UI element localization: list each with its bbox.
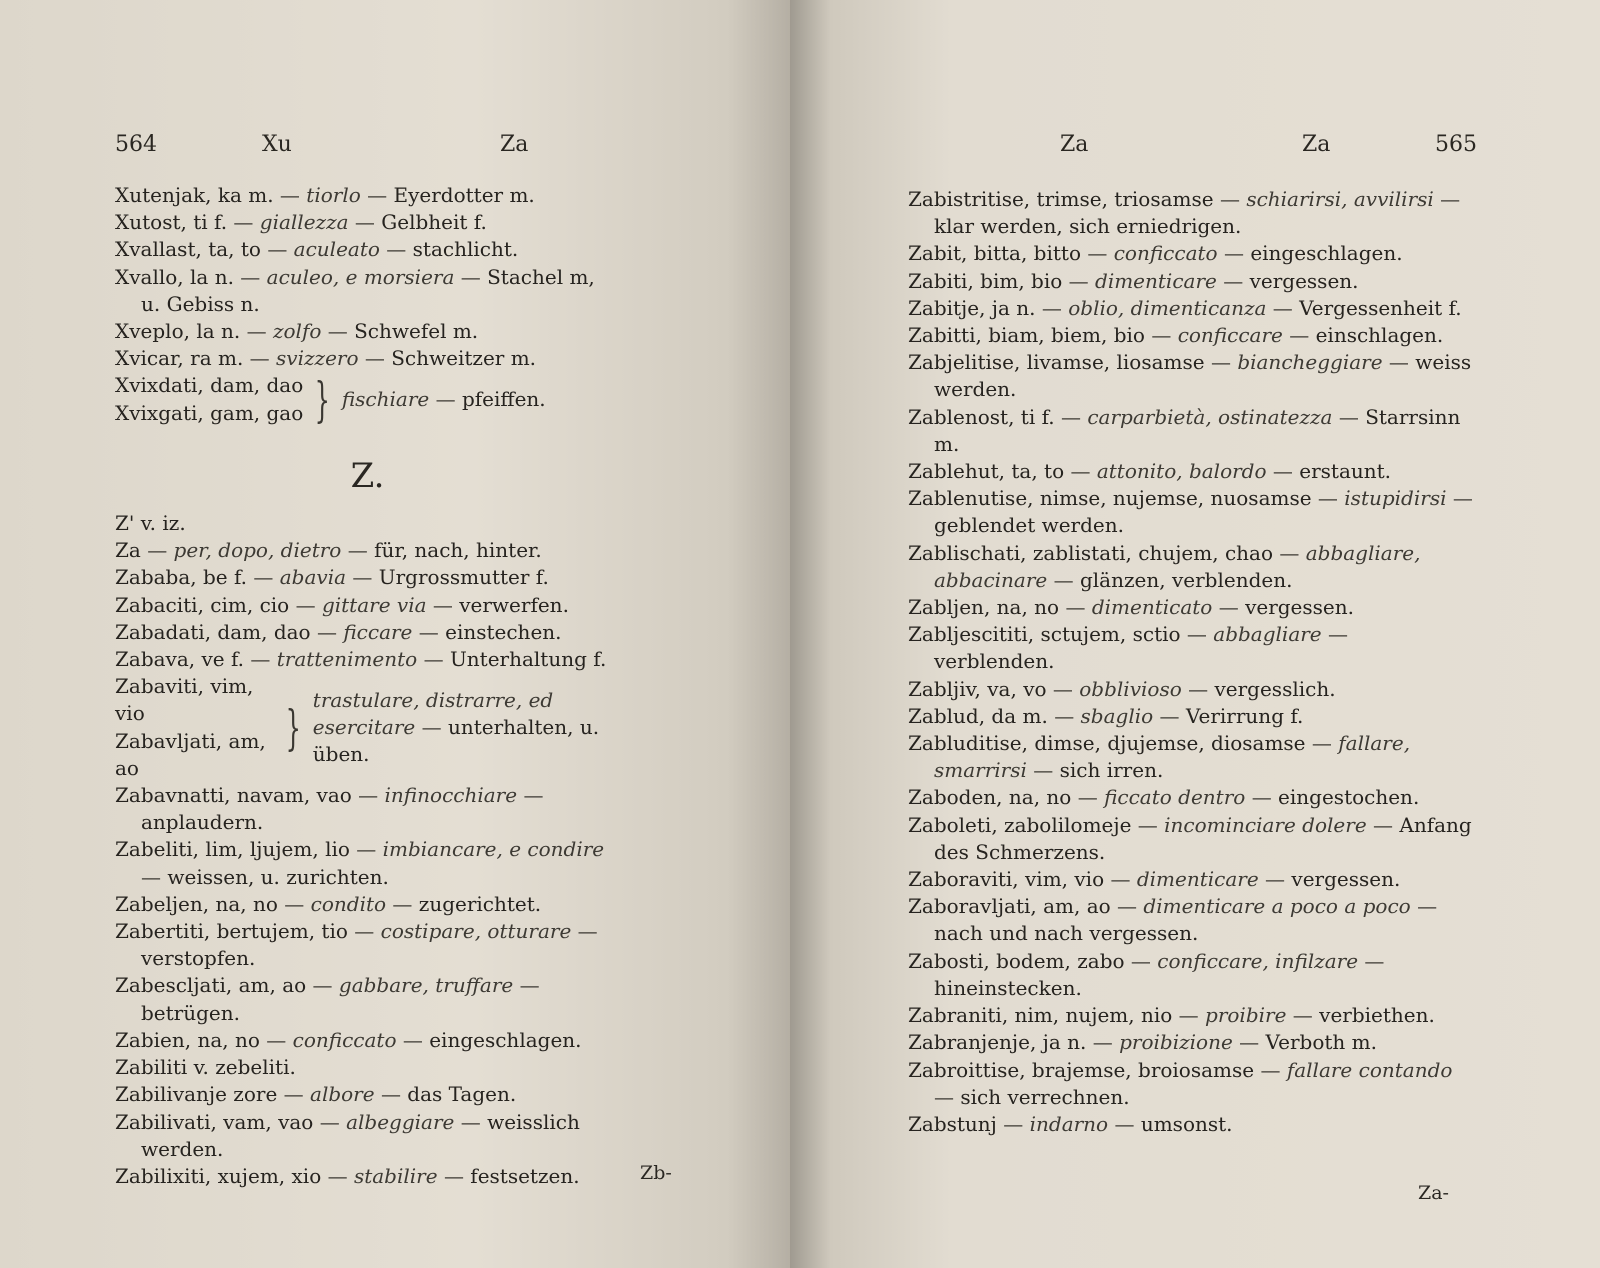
german-gloss: anplaudern. bbox=[141, 810, 264, 835]
german-gloss: unterhalten, u. üben. bbox=[312, 715, 600, 767]
dash: — bbox=[1388, 350, 1409, 375]
dictionary-entry bbox=[115, 592, 620, 619]
german-gloss: eingeschlagen. bbox=[429, 1027, 582, 1052]
german-gloss: einstechen. bbox=[445, 619, 562, 644]
entry-head: Zabava, ve f. bbox=[115, 647, 245, 672]
entry-head: Zabit, bitta, bitto bbox=[908, 241, 1081, 266]
dash: — bbox=[253, 565, 274, 590]
dictionary-entry bbox=[115, 646, 620, 673]
german-gloss: nach und nach vergessen. bbox=[934, 921, 1199, 946]
dictionary-entry bbox=[908, 458, 1473, 485]
dash: — bbox=[141, 864, 161, 889]
italian-gloss: condito bbox=[310, 891, 387, 916]
italian-gloss: obblivioso bbox=[1079, 676, 1182, 701]
german-gloss: Unterhaltung f. bbox=[449, 647, 607, 672]
italian-gloss: dimenticare bbox=[1136, 867, 1259, 892]
dash: — bbox=[1292, 1003, 1313, 1028]
entry-head: Zabluditise, dimse, djujemse, diosamse bbox=[908, 731, 1306, 756]
dictionary-entry bbox=[908, 404, 1473, 458]
german-gloss: umsonst. bbox=[1140, 1111, 1233, 1136]
german-gloss: hineinstecken. bbox=[934, 975, 1082, 1000]
entry-head: Zabaviti, vim, vio bbox=[115, 674, 254, 726]
dictionary-entry bbox=[115, 510, 620, 537]
dash: — bbox=[934, 1084, 954, 1109]
dash: — bbox=[1052, 676, 1073, 701]
dash: — bbox=[1117, 894, 1138, 919]
entry-head: Zabljescititi, sctujem, sctio bbox=[908, 622, 1181, 647]
dictionary-entry bbox=[115, 891, 620, 918]
dash: — bbox=[1452, 486, 1473, 511]
entry-head: Zabescljati, am, ao bbox=[115, 973, 307, 998]
dash: — bbox=[1272, 459, 1293, 484]
italian-gloss: zolfo bbox=[272, 319, 322, 344]
german-gloss: Vergessenheit f. bbox=[1299, 295, 1462, 320]
dictionary-entry bbox=[908, 948, 1473, 1002]
italian-gloss: attonito, balordo bbox=[1096, 459, 1267, 484]
german-gloss: Anfang des Schmerzens. bbox=[934, 812, 1472, 864]
dash: — bbox=[1260, 1057, 1281, 1082]
german-gloss: glänzen, verblenden. bbox=[1079, 567, 1293, 592]
entry-head: Zabilixiti, xujem, xio bbox=[115, 1163, 322, 1188]
dash: — bbox=[327, 1163, 348, 1188]
dash: — bbox=[1092, 1030, 1113, 1055]
dictionary-entry bbox=[115, 236, 620, 263]
dictionary-entry bbox=[908, 349, 1473, 403]
entry-head: Zabitje, ja n. bbox=[908, 295, 1036, 320]
italian-gloss: fallare contando bbox=[1286, 1057, 1453, 1082]
dash: — bbox=[249, 346, 270, 371]
italian-gloss: istupidirsi bbox=[1344, 486, 1447, 511]
dash: — bbox=[283, 1082, 304, 1107]
german-gloss: stachlicht. bbox=[412, 237, 519, 262]
dash: — bbox=[1328, 622, 1348, 647]
right-page bbox=[790, 0, 1600, 1268]
entry-head: Zabiliti v. zebeliti. bbox=[115, 1055, 296, 1080]
dash: — bbox=[246, 319, 267, 344]
dash: — bbox=[443, 1163, 464, 1188]
german-gloss: klar werden, sich erniedrigen. bbox=[934, 214, 1242, 239]
dictionary-entry bbox=[115, 1027, 620, 1054]
italian-gloss: conficcato bbox=[292, 1027, 397, 1052]
dictionary-entry bbox=[115, 318, 620, 345]
dash: — bbox=[1417, 894, 1438, 919]
german-gloss: weissen, u. zurichten. bbox=[167, 864, 389, 889]
dash: — bbox=[1053, 567, 1074, 592]
dash: — bbox=[1239, 1030, 1260, 1055]
dash: — bbox=[233, 210, 254, 235]
dictionary-entry bbox=[908, 186, 1473, 240]
left-entries bbox=[115, 182, 620, 1190]
dictionary-entry bbox=[115, 264, 620, 318]
italian-gloss: dimenticare a poco a poco bbox=[1143, 894, 1411, 919]
german-gloss: vergessen. bbox=[1245, 595, 1354, 620]
german-gloss: verbiethen. bbox=[1319, 1003, 1435, 1028]
dash: — bbox=[352, 565, 373, 590]
dash: — bbox=[295, 592, 316, 617]
dash: — bbox=[367, 183, 388, 207]
dictionary-entry bbox=[115, 564, 620, 591]
running-head-left: Za bbox=[1060, 132, 1089, 157]
italian-gloss: conficcare bbox=[1177, 323, 1283, 348]
dash: — bbox=[279, 183, 300, 207]
entry-head: Zabilivati, vam, vao bbox=[115, 1109, 314, 1134]
dictionary-entry bbox=[115, 1163, 620, 1190]
german-gloss: einschlagen. bbox=[1315, 323, 1444, 348]
dash: — bbox=[386, 237, 407, 262]
italian-gloss: dimenticare bbox=[1095, 268, 1217, 293]
dash: — bbox=[250, 647, 271, 672]
dictionary-entry bbox=[115, 836, 620, 890]
entry-head: Zabaciti, cim, cio bbox=[115, 592, 290, 617]
dash: — bbox=[240, 264, 261, 289]
dash: — bbox=[1440, 187, 1461, 211]
german-gloss: Gelbheit f. bbox=[381, 210, 487, 235]
dash: — bbox=[577, 919, 598, 944]
dictionary-entry bbox=[908, 295, 1473, 322]
entry-head: Zaboden, na, no bbox=[908, 785, 1072, 810]
dictionary-entry bbox=[115, 1054, 620, 1081]
dash: — bbox=[380, 1082, 401, 1107]
dash: — bbox=[1279, 540, 1300, 565]
dash: — bbox=[1137, 812, 1158, 837]
german-gloss: Verirrung f. bbox=[1185, 703, 1304, 728]
entry-head: Zablehut, ta, to bbox=[908, 459, 1065, 484]
entry-head: Zabiti, bim, bio bbox=[908, 268, 1063, 293]
dash: — bbox=[347, 538, 368, 563]
dictionary-entry bbox=[908, 1029, 1473, 1056]
dash: — bbox=[1289, 323, 1310, 348]
italian-gloss: incominciare dolere bbox=[1164, 812, 1367, 837]
dash: — bbox=[1110, 867, 1131, 892]
italian-gloss: trattenimento bbox=[276, 647, 418, 672]
german-gloss: Schweitzer m. bbox=[391, 346, 537, 371]
entry-head: Zabien, na, no bbox=[115, 1027, 260, 1052]
entry-head: Xutenjak, ka m. bbox=[115, 183, 274, 207]
german-gloss: verwerfen. bbox=[459, 592, 569, 617]
italian-gloss: fallare, smarrirsi bbox=[934, 731, 1411, 783]
dash: — bbox=[1003, 1111, 1024, 1136]
dictionary-entry bbox=[908, 594, 1473, 621]
german-gloss: weiss werden. bbox=[934, 350, 1472, 402]
german-gloss: das Tagen. bbox=[407, 1082, 517, 1107]
dictionary-entry bbox=[115, 918, 620, 972]
entry-head: Zablischati, zablistati, chujem, chao bbox=[908, 540, 1273, 565]
dash: — bbox=[1061, 404, 1081, 429]
dictionary-entry bbox=[115, 345, 620, 372]
italian-gloss: esercitare bbox=[312, 715, 416, 740]
german-gloss: geblendet werden. bbox=[934, 513, 1124, 538]
dash: — bbox=[402, 1027, 423, 1052]
german-gloss: eingeschlagen. bbox=[1250, 241, 1403, 266]
italian-gloss: dimenticato bbox=[1091, 595, 1213, 620]
entry-head: Zabjelitise, livamse, liosamse bbox=[908, 350, 1205, 375]
german-gloss: Starrsinn m. bbox=[934, 404, 1461, 456]
dash: — bbox=[1178, 1003, 1199, 1028]
italian-gloss: albore bbox=[310, 1082, 375, 1107]
italian-gloss: abavia bbox=[279, 565, 347, 590]
dash: — bbox=[312, 973, 333, 998]
entry-head: Zaboravljati, am, ao bbox=[908, 894, 1111, 919]
entry-head: Zabavnatti, navam, vao bbox=[115, 783, 352, 808]
running-head-left: Xu bbox=[262, 132, 292, 157]
dictionary-entry bbox=[115, 619, 620, 646]
dash: — bbox=[519, 973, 540, 998]
italian-gloss: biancheggiare bbox=[1237, 350, 1383, 375]
dash: — bbox=[1219, 187, 1240, 211]
entry-head: Zabeliti, lim, ljujem, lio bbox=[115, 837, 350, 862]
dictionary-entry bbox=[908, 676, 1473, 703]
dictionary-entry bbox=[908, 1057, 1473, 1111]
dash: — bbox=[432, 592, 453, 617]
entry-head: Xvicar, ra m. bbox=[115, 346, 244, 371]
entry-head: Zabeljen, na, no bbox=[115, 891, 278, 916]
dash: — bbox=[1070, 459, 1091, 484]
dash: — bbox=[1188, 676, 1209, 701]
german-gloss: eingestochen. bbox=[1278, 785, 1420, 810]
german-gloss: verblenden. bbox=[934, 649, 1055, 674]
dictionary-entry bbox=[908, 240, 1473, 267]
page-number-right: 565 bbox=[1435, 132, 1477, 157]
dictionary-entry bbox=[908, 866, 1473, 893]
german-gloss: weisslich werden. bbox=[141, 1109, 580, 1161]
italian-gloss: carparbietà, ostinatezza bbox=[1087, 404, 1333, 429]
italian-gloss: conficcare, infilzare bbox=[1157, 948, 1359, 973]
pair-entry: Xvixdati, dam, dao Xvixgati, gam, gao } fischiare — pfeiffen. bbox=[115, 371, 546, 428]
italian-gloss: svizzero bbox=[276, 346, 359, 371]
dash: — bbox=[1218, 595, 1239, 620]
entry-head: Zabavljati, am, ao bbox=[115, 728, 266, 780]
dash: — bbox=[1130, 948, 1151, 973]
german-gloss: Stachel m, u. Gebiss n. bbox=[141, 264, 595, 316]
dictionary-entry bbox=[908, 322, 1473, 349]
german-gloss: vergessen. bbox=[1249, 268, 1359, 293]
dictionary-entry bbox=[908, 703, 1473, 730]
dash: — bbox=[1317, 486, 1338, 511]
entry-head: Xvixgati, gam, gao bbox=[115, 400, 304, 425]
dash: — bbox=[392, 891, 413, 916]
german-gloss: für, nach, hinter. bbox=[374, 538, 542, 563]
dash: — bbox=[1077, 785, 1098, 810]
entry-head: Zabilivanje zore bbox=[115, 1082, 278, 1107]
italian-gloss: ficcato dentro bbox=[1104, 785, 1246, 810]
dash: — bbox=[1033, 758, 1054, 783]
dash: — bbox=[523, 783, 544, 808]
dictionary-entry bbox=[908, 893, 1473, 947]
dash: — bbox=[354, 919, 375, 944]
entry-head: Xveplo, la n. bbox=[115, 319, 241, 344]
italian-gloss: gittare via bbox=[321, 592, 427, 617]
right-entries bbox=[908, 186, 1473, 1138]
dash: — bbox=[1364, 948, 1385, 973]
catchword: Za- bbox=[1418, 1182, 1449, 1204]
entry-head: Xutost, ti f. bbox=[115, 210, 228, 235]
entry-head: Zababa, be f. bbox=[115, 565, 248, 590]
italian-gloss: indarno bbox=[1029, 1111, 1109, 1136]
page-number-left: 564 bbox=[115, 132, 157, 157]
italian-gloss: giallezza bbox=[259, 210, 349, 235]
entry-head: Zabroittise, brajemse, broiosamse bbox=[908, 1057, 1255, 1082]
dictionary-entry bbox=[115, 209, 620, 236]
german-gloss: Eyerdotter m. bbox=[393, 183, 535, 207]
dash: — bbox=[284, 891, 305, 916]
dash: — bbox=[460, 264, 481, 289]
dash: — bbox=[1041, 295, 1062, 320]
italian-gloss: infinocchiare bbox=[384, 783, 518, 808]
entry-head: Zabertiti, bertujem, tio bbox=[115, 919, 348, 944]
dash: — bbox=[1223, 241, 1244, 266]
italian-gloss: abbagliare, abbacinare bbox=[934, 540, 1421, 592]
dash: — bbox=[1151, 323, 1172, 348]
dash: — bbox=[1272, 295, 1293, 320]
dictionary-entry bbox=[115, 782, 620, 836]
entry-head: Zaboleti, zabolilomeje bbox=[908, 812, 1132, 837]
german-gloss: vergesslich. bbox=[1214, 676, 1336, 701]
dash: — bbox=[1159, 703, 1180, 728]
dash: — bbox=[1114, 1111, 1135, 1136]
dash: — bbox=[327, 319, 348, 344]
dictionary-entry bbox=[908, 730, 1473, 784]
brace-icon: } bbox=[314, 371, 331, 428]
dash: — bbox=[1373, 812, 1394, 837]
dash: — bbox=[1065, 595, 1086, 620]
dictionary-entry bbox=[115, 182, 620, 209]
dash: — bbox=[358, 783, 379, 808]
dash: — bbox=[147, 538, 168, 563]
italian-gloss: schiarirsi, avvilirsi bbox=[1246, 187, 1434, 211]
entry-head: Zabistritise, trimse, triosamse bbox=[908, 187, 1214, 211]
dash: — bbox=[319, 1109, 340, 1134]
italian-gloss: per, dopo, dietro bbox=[173, 538, 342, 563]
italian-gloss: imbiancare, e condire bbox=[382, 837, 605, 862]
dash: — bbox=[1338, 404, 1359, 429]
italian-gloss: conficcato bbox=[1113, 241, 1218, 266]
dash: — bbox=[1223, 268, 1244, 293]
german-gloss: erstaunt. bbox=[1299, 459, 1392, 484]
dictionary-entry bbox=[908, 621, 1473, 675]
italian-gloss: aculeato bbox=[293, 237, 380, 262]
entry-head: Zabitti, biam, biem, bio bbox=[908, 323, 1145, 348]
dictionary-entry bbox=[115, 537, 620, 564]
dictionary-entry bbox=[908, 1002, 1473, 1029]
italian-gloss: oblio, dimenticanza bbox=[1068, 295, 1267, 320]
dash: — bbox=[1265, 867, 1286, 892]
dash: — bbox=[1186, 622, 1207, 647]
dictionary-entry bbox=[115, 972, 620, 1026]
dash: — bbox=[267, 237, 288, 262]
catchword: Zb- bbox=[640, 1162, 672, 1184]
entry-head: Xvallast, ta, to bbox=[115, 237, 261, 262]
german-gloss: pfeiffen. bbox=[461, 387, 546, 412]
german-gloss: Schwefel m. bbox=[354, 319, 479, 344]
german-gloss: vergessen. bbox=[1291, 867, 1401, 892]
german-gloss: zugerichtet. bbox=[418, 891, 542, 916]
italian-gloss: proibire bbox=[1205, 1003, 1287, 1028]
entry-head: Zabadati, dam, dao bbox=[115, 619, 311, 644]
brace-icon: } bbox=[285, 699, 302, 756]
entry-head: Zabosti, bodem, zabo bbox=[908, 948, 1125, 973]
dash: — bbox=[1087, 241, 1108, 266]
dictionary-entry bbox=[908, 268, 1473, 295]
entry-head: Zabraniti, nim, nujem, nio bbox=[908, 1003, 1173, 1028]
entry-head: Zabranjenje, ja n. bbox=[908, 1030, 1087, 1055]
entry-head: Xvixdati, dam, dao bbox=[115, 373, 304, 398]
dictionary-entry bbox=[908, 1111, 1473, 1138]
dash: — bbox=[364, 346, 385, 371]
dictionary-entry bbox=[908, 485, 1473, 539]
entry-head: Zabljiv, va, vo bbox=[908, 676, 1047, 701]
dictionary-entry bbox=[908, 812, 1473, 866]
entry-head: Zablenost, ti f. bbox=[908, 404, 1055, 429]
left-page bbox=[0, 0, 790, 1268]
italian-gloss: proibizione bbox=[1119, 1030, 1233, 1055]
german-gloss: sich verrechnen. bbox=[960, 1084, 1130, 1109]
italian-gloss: albeggiare bbox=[346, 1109, 455, 1134]
dictionary-entry bbox=[908, 784, 1473, 811]
dash: — bbox=[1210, 350, 1231, 375]
dash: — bbox=[266, 1027, 287, 1052]
entry-head: Zablud, da m. bbox=[908, 703, 1048, 728]
german-gloss: Urgrossmutter f. bbox=[378, 565, 549, 590]
dash: — bbox=[1251, 785, 1272, 810]
italian-gloss: ficcare bbox=[343, 619, 413, 644]
entry-head: Za bbox=[115, 538, 141, 563]
running-head-right: Za bbox=[500, 132, 529, 157]
dash: — bbox=[418, 619, 439, 644]
dictionary-entry bbox=[115, 1081, 620, 1108]
entry-head: Zabstunj bbox=[908, 1111, 997, 1136]
german-gloss: verstopfen. bbox=[141, 946, 256, 971]
entry-head: Zabljen, na, no bbox=[908, 595, 1060, 620]
italian-gloss: tiorlo bbox=[306, 183, 361, 207]
dash: — bbox=[356, 837, 377, 862]
entry-head: Z' v. iz. bbox=[115, 511, 186, 536]
italian-gloss: sbaglio bbox=[1080, 703, 1154, 728]
german-gloss: sich irren. bbox=[1059, 758, 1164, 783]
italian-gloss: gabbare, truffare bbox=[338, 973, 514, 998]
italian-gloss: abbagliare bbox=[1213, 622, 1322, 647]
dash: — bbox=[316, 619, 337, 644]
german-gloss: Verboth m. bbox=[1265, 1030, 1377, 1055]
dash: — bbox=[354, 210, 375, 235]
german-gloss: betrügen. bbox=[141, 1000, 240, 1025]
entry-head: Zaboraviti, vim, vio bbox=[908, 867, 1105, 892]
italian-gloss: stabilire bbox=[353, 1163, 438, 1188]
italian-gloss: costipare, otturare bbox=[380, 919, 572, 944]
dash: — bbox=[460, 1109, 481, 1134]
dash: — bbox=[1068, 268, 1089, 293]
dash: — bbox=[1311, 731, 1332, 756]
pair-entry-2: Zabaviti, vim, vio Zabavljati, am, ao } trastulare, distrarre, ed esercitare — unterhalten, u. üben. bbox=[115, 673, 620, 782]
german-gloss: festsetzen. bbox=[470, 1163, 580, 1188]
italian-gloss: fischiare bbox=[341, 387, 430, 412]
italian-gloss: aculeo, e morsiera bbox=[266, 264, 455, 289]
dash: — bbox=[423, 647, 444, 672]
italian-gloss: trastulare, distrarre, ed bbox=[312, 687, 554, 712]
entry-head: Xvallo, la n. bbox=[115, 264, 234, 289]
section-letter: Z. bbox=[350, 455, 385, 496]
entry-head: Zablenutise, nimse, nujemse, nuosamse bbox=[908, 486, 1312, 511]
dictionary-entry bbox=[115, 1109, 620, 1163]
dictionary-entry bbox=[908, 540, 1473, 594]
running-head-right: Za bbox=[1302, 132, 1331, 157]
dash: — bbox=[1054, 703, 1075, 728]
